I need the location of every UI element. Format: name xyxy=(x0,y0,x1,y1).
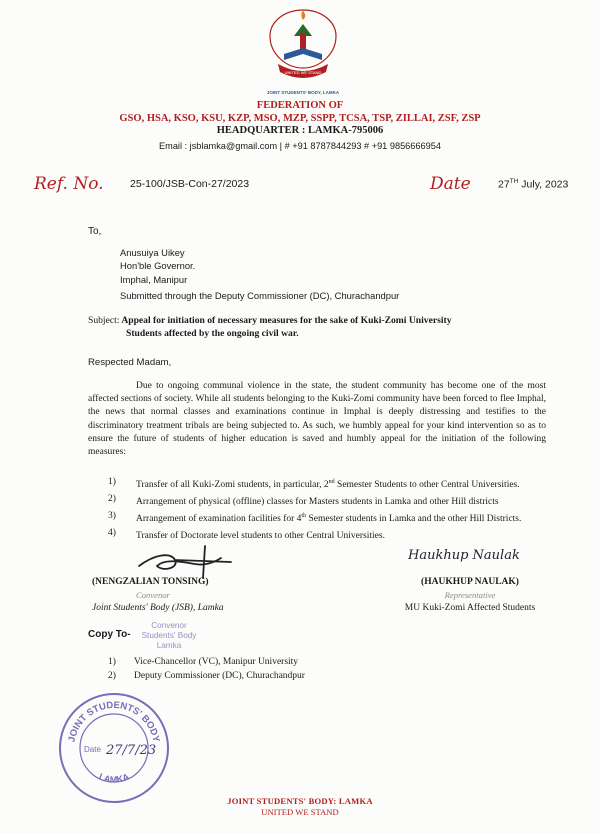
date-rest: July, 2023 xyxy=(518,178,569,191)
reference-row xyxy=(34,174,574,198)
date-suffix: TH xyxy=(509,178,519,185)
item-number: 4) xyxy=(108,527,116,538)
date-day: 27 xyxy=(498,178,510,191)
item-text-post: Semester students in Lamka and the other Hill Districts. xyxy=(306,514,522,525)
item-text: Transfer of all Kuki-Zomi students, in particular, 2 xyxy=(136,480,329,491)
signatory-right xyxy=(395,576,545,615)
list-item xyxy=(108,670,305,684)
subject-block xyxy=(88,314,538,340)
list-item xyxy=(108,476,548,493)
federation-title: FEDERATION OF xyxy=(256,100,344,111)
item-number: 3) xyxy=(108,510,116,521)
item-text: Arrangement of physical (offline) classes for Masters students in Lamka and other Hill districts xyxy=(136,497,499,508)
federation-block xyxy=(0,100,600,152)
signatory-left-name: (NENGZALIAN TONSING) xyxy=(92,577,209,587)
list-item xyxy=(108,656,305,670)
subject-label: Subject: xyxy=(88,315,120,326)
signatory-right-org: MU Kuki-Zomi Affected Students xyxy=(404,603,536,613)
item-sup: nd xyxy=(328,479,335,485)
seal-ring-path: JOINT STUDENTS' BODY xyxy=(66,699,162,744)
ref-label: Ref. No. xyxy=(34,174,104,194)
item-sup: th xyxy=(301,512,307,519)
representative-signature: Haukhup Naulak xyxy=(408,548,520,563)
greeting: Respected Madam, xyxy=(88,357,172,368)
logo-ring-text: JOINT STUDENTS' BODY, LAMKA xyxy=(266,90,340,95)
item-text: Vice-Chancellor (VC), Manipur University xyxy=(134,657,299,667)
item-text-post: Semester Students to other Central Universities. xyxy=(334,480,520,491)
item-text: Transfer of Doctorate level students to other Central Universities. xyxy=(136,531,385,542)
item-number: 1) xyxy=(108,657,116,667)
footer-org: JOINT STUDENTS' BODY: LAMKA xyxy=(227,796,373,806)
list-item xyxy=(108,527,548,544)
headquarter: HEADQUARTER : LAMKA-795006 xyxy=(216,125,384,136)
jsb-logo xyxy=(264,6,342,98)
recipient-name: Anusuiya Uikey xyxy=(120,247,185,258)
letter-footer xyxy=(0,796,600,817)
item-number: 2) xyxy=(108,670,116,681)
footer-motto: UNITED WE STAND xyxy=(261,806,339,817)
convenor-stamp xyxy=(138,621,200,651)
item-text: Arrangement of examination facilities for 4 xyxy=(136,514,302,525)
ref-number: 25-100/JSB-Con-27/2023 xyxy=(130,178,250,190)
copy-to-list xyxy=(108,656,305,683)
item-text: Deputy Commissioner (DC), Churachandpur xyxy=(134,670,305,681)
federation-members: GSO, HSA, KSO, KSU, KZP, MSO, MZP, SSPP, TCSA, TSP, ZILLAI, ZSF, ZSP xyxy=(119,112,481,124)
date-label: Date xyxy=(430,174,471,194)
seal-bottom-path: LAMKA xyxy=(97,771,131,785)
letter-date xyxy=(498,178,568,191)
convenor-signature xyxy=(135,544,245,580)
measures-list xyxy=(108,476,548,544)
copy-to-label: Copy To- xyxy=(88,629,131,640)
recipient-address xyxy=(120,246,195,286)
stamp-line: Students' Body xyxy=(141,631,197,640)
to-line: To, xyxy=(88,226,102,237)
submitted-through: Submitted through the Deputy Commissioner (DC), Churachandpur xyxy=(120,290,400,301)
signatory-left-org: Joint Students' Body (JSB), Lamka xyxy=(92,603,224,613)
item-number: 1) xyxy=(108,477,116,487)
logo-banner-text: UNITED WE STAND xyxy=(284,70,322,75)
jsb-seal xyxy=(56,690,172,806)
recipient-place: Imphal, Manipur xyxy=(120,273,188,285)
signatory-left xyxy=(92,576,224,615)
recipient-title: Hon'ble Governor. xyxy=(120,260,196,272)
item-number: 2) xyxy=(108,493,116,504)
subject-line-1: Appeal for initiation of necessary measures for the sake of Kuki-Zomi University xyxy=(119,315,452,326)
stamp-line: Convenor xyxy=(151,621,187,630)
seal-date-value: 27/7/23 xyxy=(106,743,157,758)
signatory-right-role: Representative xyxy=(444,590,496,600)
signatory-left-role: Convenor xyxy=(136,590,170,600)
signatory-right-name: (HAUKHUP NAULAK) xyxy=(421,577,519,587)
subject-line-2: Students affected by the ongoing civil war. xyxy=(126,328,299,339)
seal-date-label: Date xyxy=(84,745,101,754)
seal-bottom-text xyxy=(98,771,131,784)
stamp-line: Lamka xyxy=(156,641,182,650)
body-paragraph: Due to ongoing communal violence in the state, the student community has become one of the most affected sections of society. While all students belonging to the Kuki-Zomi community have been forced to flee Imphal, the news that normal classes and examinations continue in Imphal is deeply distressing and testifies to the discriminatory treatment tribals are being subjected to. As such, we humbly appeal for your kind intervention so as to ensure the future of students of higher education is saved and humbly appeal for the initiation of the following measures: xyxy=(88,381,546,458)
list-item xyxy=(108,510,548,527)
contact-line: Email : jsblamka@gmail.com | # +91 8787844293 # +91 9856666954 xyxy=(159,140,441,151)
list-item xyxy=(108,493,548,510)
